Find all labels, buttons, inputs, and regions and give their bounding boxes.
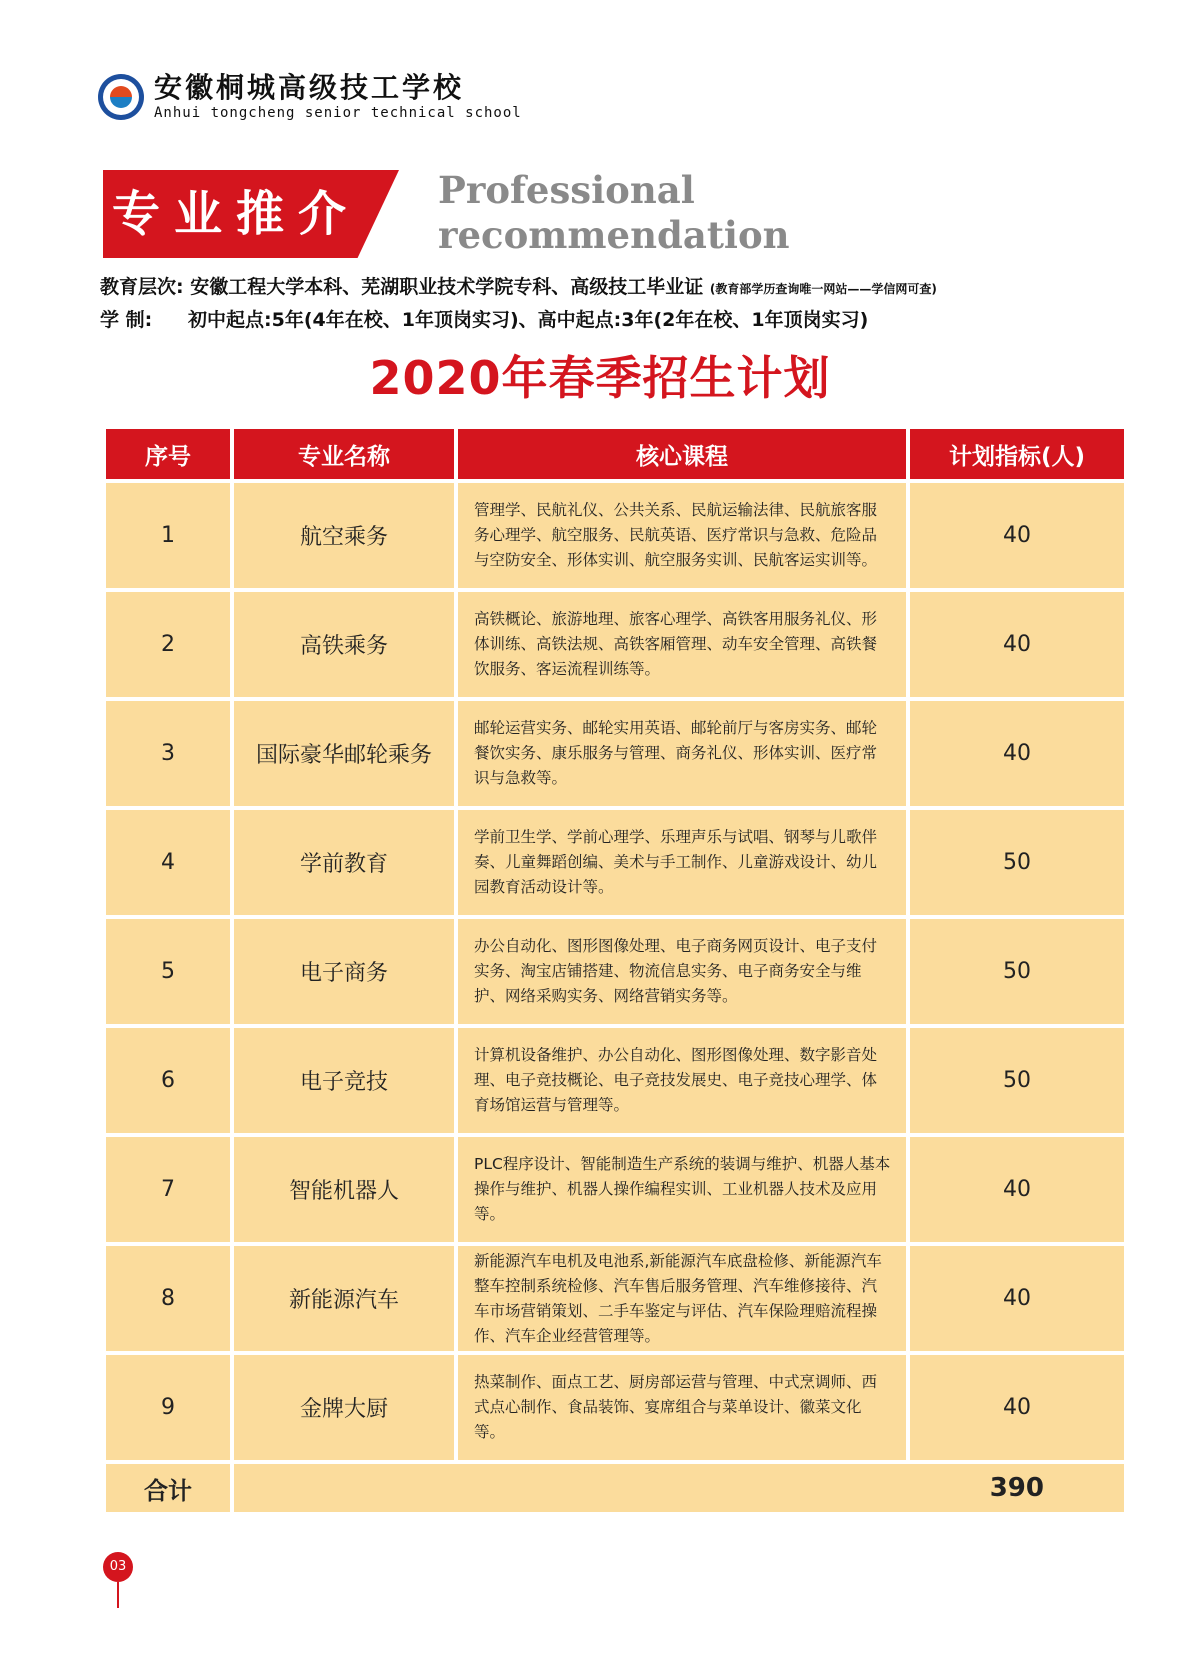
row-quota: 40	[908, 699, 1126, 808]
row-major: 航空乘务	[232, 481, 456, 590]
education-level-value: 安徽工程大学本科、芜湖职业技术学院专科、高级技工毕业证	[190, 276, 704, 298]
table-row	[104, 481, 1126, 590]
row-courses: 学前卫生学、学前心理学、乐理声乐与试唱、钢琴与儿歌伴奏、儿童舞蹈创编、美术与手工制作、儿童游戏设计、幼儿园教育活动设计等。	[456, 808, 908, 917]
row-major: 高铁乘务	[232, 590, 456, 699]
row-no: 8	[104, 1244, 232, 1353]
table-row	[104, 808, 1126, 917]
total-row	[104, 1462, 1126, 1514]
row-courses: 办公自动化、图形图像处理、电子商务网页设计、电子支付实务、淘宝店铺搭建、物流信息实务、电子商务安全与维护、网络采购实务、网络营销实务等。	[456, 917, 908, 1026]
enrollment-table	[102, 425, 1128, 1516]
row-major: 智能机器人	[232, 1135, 456, 1244]
section-title-en	[438, 168, 790, 258]
row-no: 9	[104, 1353, 232, 1462]
school-name-en: Anhui tongcheng senior technical school	[154, 105, 522, 121]
table-row	[104, 1353, 1126, 1462]
table-row	[104, 699, 1126, 808]
page-number: 03	[103, 1552, 133, 1582]
row-quota: 40	[908, 481, 1126, 590]
school-name	[154, 72, 522, 122]
row-courses: 管理学、民航礼仪、公共关系、民航运输法律、民航旅客服务心理学、航空服务、民航英语、医疗常识与急救、危险品与空防安全、形体实训、航空服务实训、民航客运实训等。	[456, 481, 908, 590]
school-system-value: 初中起点:5年(4年在校、1年顶岗实习)、高中起点:3年(2年在校、1年顶岗实习)	[188, 309, 869, 331]
row-no: 3	[104, 699, 232, 808]
row-quota: 50	[908, 1026, 1126, 1135]
school-name-cn: 安徽桐城高级技工学校	[154, 71, 465, 104]
row-quota: 40	[908, 1353, 1126, 1462]
table-row	[104, 917, 1126, 1026]
row-courses: 热菜制作、面点工艺、厨房部运营与管理、中式烹调师、西式点心制作、食品装饰、宴席组合与菜单设计、徽菜文化等。	[456, 1353, 908, 1462]
total-value: 390	[232, 1462, 1126, 1514]
row-no: 5	[104, 917, 232, 1026]
lantern-tassel	[117, 1582, 119, 1608]
row-courses: 高铁概论、旅游地理、旅客心理学、高铁客用服务礼仪、形体训练、高铁法规、高铁客厢管理、动车安全管理、高铁餐饮服务、客运流程训练等。	[456, 590, 908, 699]
row-courses: 邮轮运营实务、邮轮实用英语、邮轮前厅与客房实务、邮轮餐饮实务、康乐服务与管理、商务礼仪、形体实训、医疗常识与急救等。	[456, 699, 908, 808]
row-courses: 计算机设备维护、办公自动化、图形图像处理、数字影音处理、电子竞技概论、电子竞技发展史、电子竞技心理学、体育场馆运营与管理等。	[456, 1026, 908, 1135]
table-row	[104, 1026, 1126, 1135]
header-quota: 计划指标(人)	[908, 427, 1126, 481]
row-no: 2	[104, 590, 232, 699]
row-quota: 40	[908, 1135, 1126, 1244]
row-no: 4	[104, 808, 232, 917]
row-major: 金牌大厨	[232, 1353, 456, 1462]
school-header	[98, 72, 522, 122]
row-quota: 50	[908, 808, 1126, 917]
row-major: 电子商务	[232, 917, 456, 1026]
row-major: 国际豪华邮轮乘务	[232, 699, 456, 808]
plan-title: 2020年春季招生计划	[369, 351, 831, 405]
table-row	[104, 1135, 1126, 1244]
table-row	[104, 590, 1126, 699]
row-quota: 50	[908, 917, 1126, 1026]
section-title-en-line2: recommendation	[438, 213, 790, 257]
row-major: 电子竞技	[232, 1026, 456, 1135]
row-no: 7	[104, 1135, 232, 1244]
school-logo	[98, 74, 144, 120]
education-level-label: 教育层次:	[100, 276, 184, 298]
section-title-en-line1: Professional	[438, 168, 695, 212]
row-courses: 新能源汽车电机及电池系,新能源汽车底盘检修、新能源汽车整车控制系统检修、汽车售后服务管理、汽车维修接待、汽车市场营销策划、二手车鉴定与评估、汽车保险理赔流程操作、汽车企业经营管理等。	[456, 1244, 908, 1353]
row-no: 1	[104, 481, 232, 590]
total-label: 合计	[104, 1462, 232, 1514]
header-no: 序号	[104, 427, 232, 481]
header-major: 专业名称	[232, 427, 456, 481]
row-major: 学前教育	[232, 808, 456, 917]
school-system	[100, 305, 868, 332]
row-quota: 40	[908, 590, 1126, 699]
education-level-note: (教育部学历查询唯一网站——学信网可查)	[709, 282, 937, 296]
row-quota: 40	[908, 1244, 1126, 1353]
school-system-label: 学 制:	[100, 309, 153, 331]
row-major: 新能源汽车	[232, 1244, 456, 1353]
header-courses: 核心课程	[456, 427, 908, 481]
table-row	[104, 1244, 1126, 1353]
table-header-row	[104, 427, 1126, 481]
education-level	[100, 272, 937, 299]
row-no: 6	[104, 1026, 232, 1135]
section-title: 专业推介	[112, 186, 361, 242]
row-courses: PLC程序设计、智能制造生产系统的装调与维护、机器人基本操作与维护、机器人操作编程实训、工业机器人技术及应用等。	[456, 1135, 908, 1244]
